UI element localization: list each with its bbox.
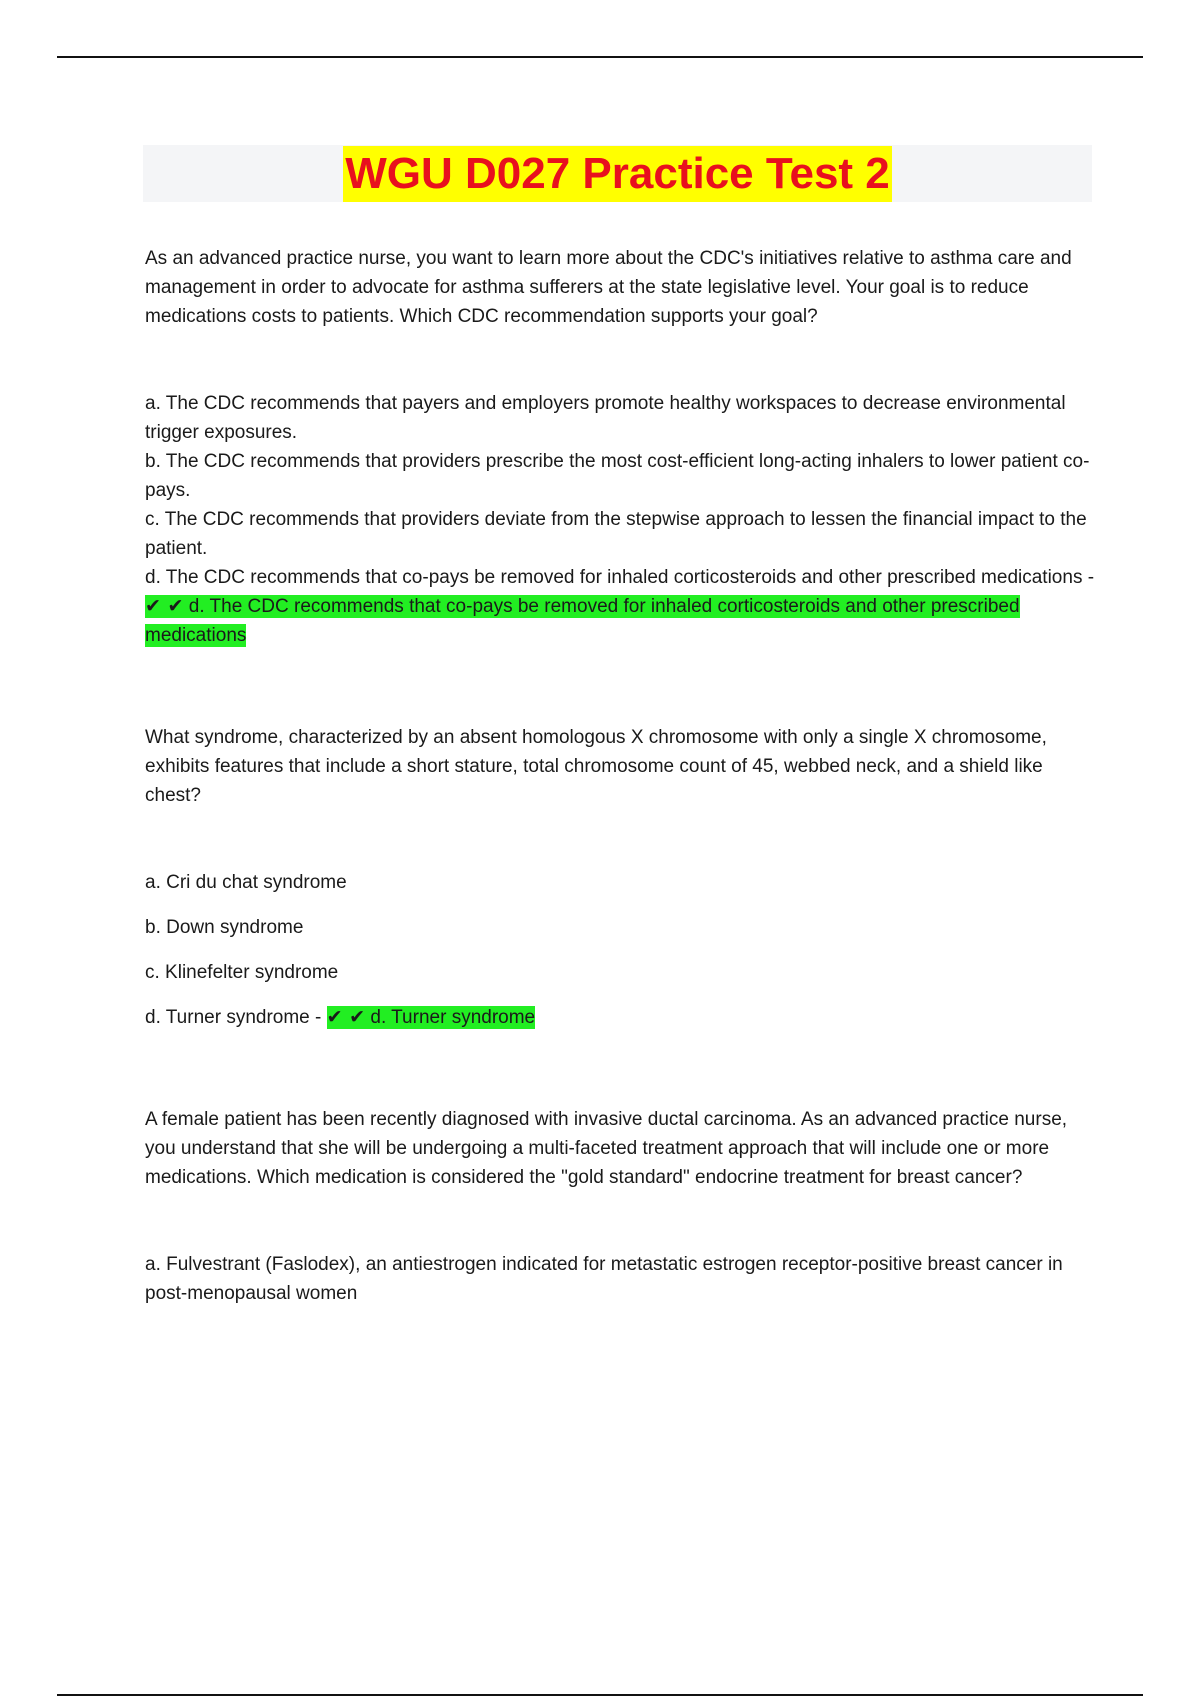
option-list (145, 868, 1095, 1032)
option-b: b. The CDC recommends that providers prescribe the most cost-efficient long-acting inhalers to lower patient co-pays. (145, 451, 1090, 501)
top-rule (57, 56, 1143, 58)
option-list (145, 1250, 1095, 1308)
double-checkmark-icon: ✔ ✔ (145, 595, 184, 617)
option-d (145, 1003, 1095, 1032)
title-band (143, 145, 1092, 202)
document-body (145, 244, 1095, 1308)
question-block (145, 244, 1095, 650)
option-list (145, 389, 1095, 650)
document-title: WGU D027 Practice Test 2 (343, 146, 892, 202)
answer-highlight (145, 595, 1020, 647)
option-d-text: d. The CDC recommends that co-pays be removed for inhaled corticosteroids and other prescribed medications - (145, 567, 1095, 588)
option-d-text: d. Turner syndrome - (145, 1007, 322, 1028)
option-a: a. The CDC recommends that payers and employers promote healthy workspaces to decrease environmental trigger exposures. (145, 393, 1066, 443)
question-text: What syndrome, characterized by an absent homologous X chromosome with only a single X chromosome, exhibits features that include a short stature, total chromosome count of 45, webbed neck, and a shield like chest? (145, 727, 1047, 806)
option-c: c. The CDC recommends that providers deviate from the stepwise approach to lessen the financial impact to the patient. (145, 509, 1087, 559)
double-checkmark-icon: ✔ ✔ (326, 1006, 366, 1028)
question-block (145, 1105, 1095, 1308)
option-a: a. Cri du chat syndrome (145, 872, 347, 893)
answer-text: d. Turner syndrome (370, 1007, 536, 1028)
bottom-rule (57, 1694, 1143, 1696)
option-a: a. Fulvestrant (Faslodex), an antiestrogen indicated for metastatic estrogen receptor-positive breast cancer in post-menopausal women (145, 1254, 1063, 1304)
answer-text: d. The CDC recommends that co-pays be removed for inhaled corticosteroids and other prescribed medications (145, 596, 1020, 646)
option-b: b. Down syndrome (145, 917, 304, 938)
answer-highlight (327, 1006, 536, 1029)
option-d (145, 563, 1095, 650)
question-text: As an advanced practice nurse, you want to learn more about the CDC's initiatives relative to asthma care and management in order to advocate for asthma sufferers at the state legislative level. Your goal is to reduce medications costs to patients. Which CDC recommendation supports your goal? (145, 248, 1072, 327)
question-text: A female patient has been recently diagnosed with invasive ductal carcinoma. As an advanced practice nurse, you understand that she will be undergoing a multi-faceted treatment approach that will include one or more medications. Which medication is considered the "gold standard" endocrine treatment for breast cancer? (145, 1109, 1068, 1188)
option-c: c. Klinefelter syndrome (145, 962, 339, 983)
question-block (145, 723, 1095, 1032)
